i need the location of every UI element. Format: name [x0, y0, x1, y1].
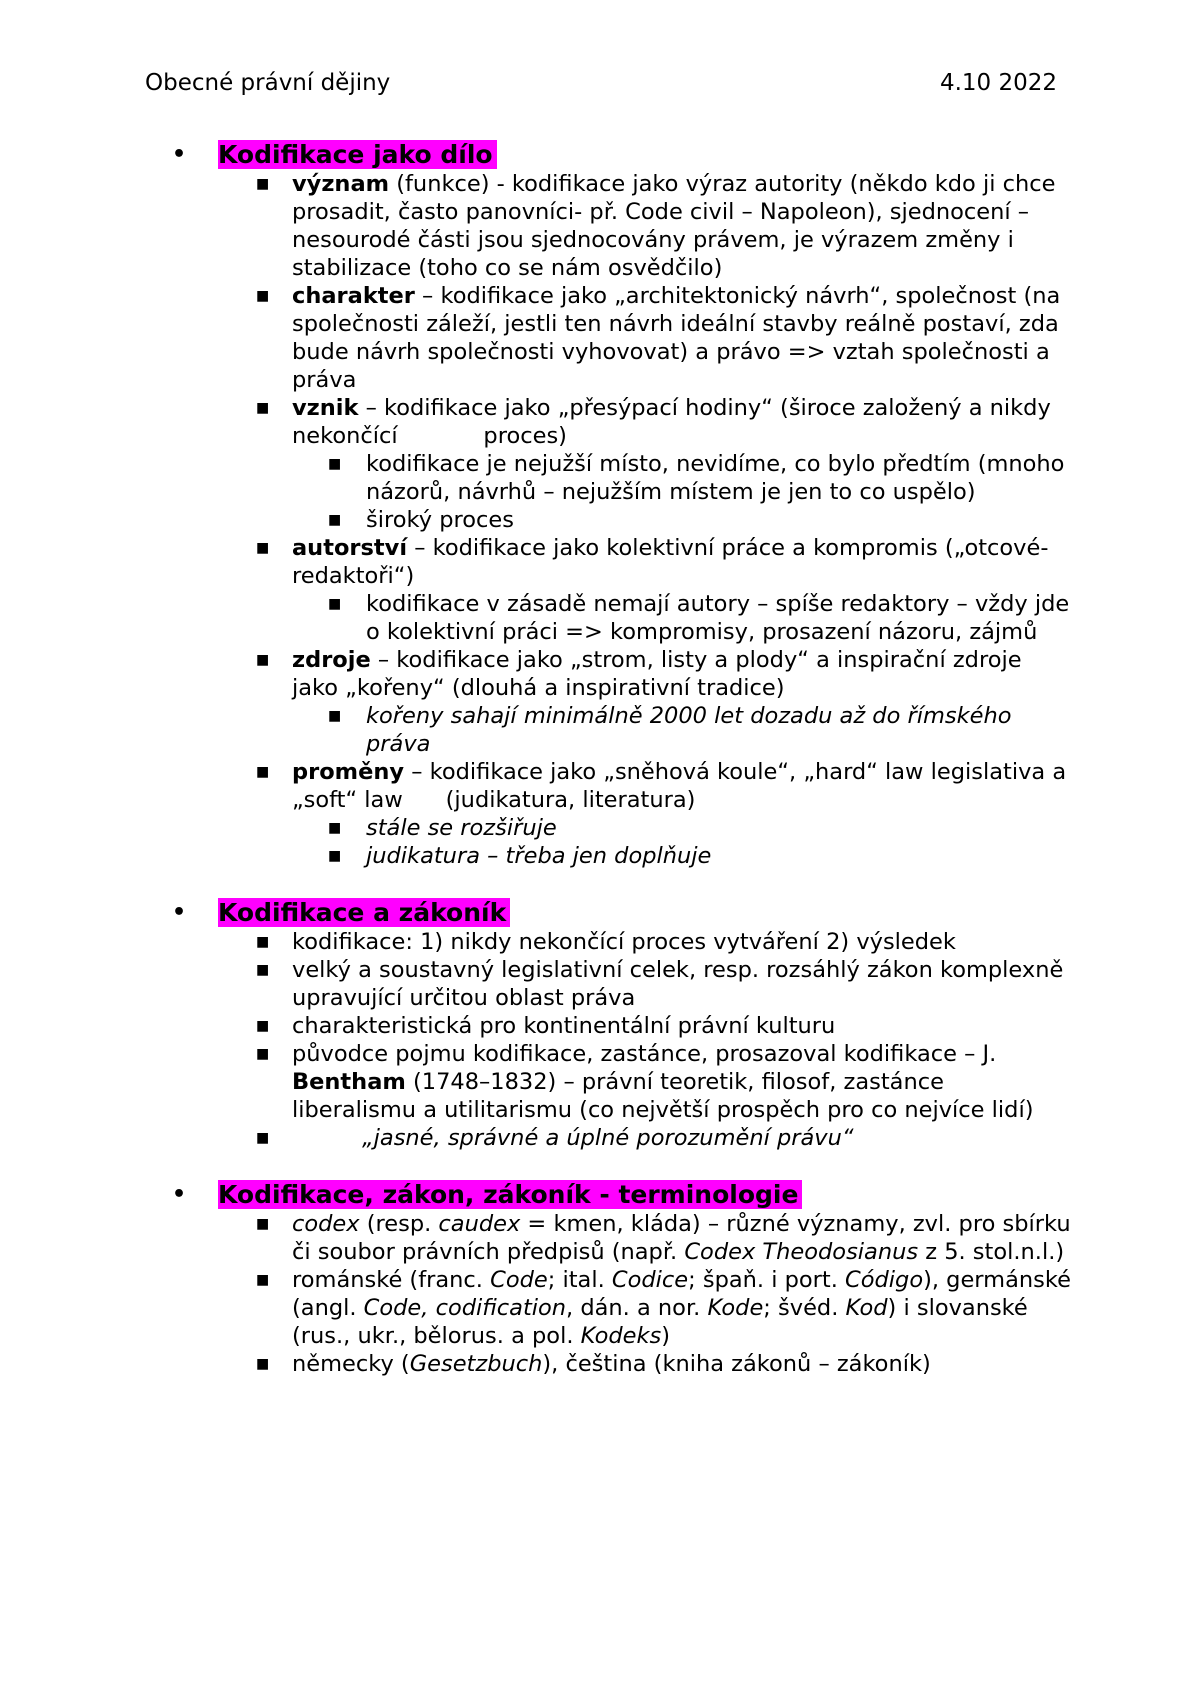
- item-text: stále se rozšiřuje: [366, 815, 557, 841]
- square-bullet-icon: ■: [328, 820, 342, 836]
- item-text: (funkce) - kodifikace jako výraz autority (někdo kdo ji chce prosadit, často panovníci- př. Code civil – Napoleon), sjednocení – nesourodé části jsou sjednocovány právem, je výrazem změny i stabilizace (toho co se nám osvědčilo): [292, 171, 1056, 281]
- square-bullet-icon: ■: [256, 288, 270, 304]
- list-item: [172, 928, 1072, 956]
- square-bullet-icon: ■: [328, 708, 342, 724]
- square-bullet-icon: ■: [256, 1046, 270, 1062]
- heading-text: Kodifikace, zákon, zákoník - terminologie: [218, 1180, 802, 1209]
- item-text: – kodifikace jako „strom, listy a plody“ a inspirační zdroje jako „kořeny“ (dlouhá a inspirativní tradice): [292, 647, 1022, 701]
- item-text: (resp.: [359, 1211, 439, 1237]
- term: vznik: [292, 395, 359, 421]
- item-text: Codex Theodosianus: [684, 1239, 919, 1265]
- square-bullet-icon: ■: [256, 1356, 270, 1372]
- term: význam: [292, 171, 390, 197]
- item-text: codex: [292, 1211, 360, 1237]
- item-text: ; ital.: [547, 1267, 612, 1293]
- list-item: [172, 534, 1072, 590]
- square-bullet-icon: ■: [328, 596, 342, 612]
- item-text: Kodeks: [580, 1323, 662, 1349]
- item-text: německy (: [292, 1351, 410, 1377]
- sub-list-item: [172, 842, 1072, 870]
- heading-text: Kodifikace jako dílo: [218, 140, 497, 169]
- section-heading: [172, 140, 1072, 170]
- square-bullet-icon: ■: [328, 456, 342, 472]
- item-text: caudex: [438, 1211, 521, 1237]
- item-text: ), čeština (kniha zákonů – zákoník): [542, 1351, 931, 1377]
- item-text: ): [661, 1323, 671, 1349]
- section-heading: [172, 898, 1072, 928]
- square-bullet-icon: ■: [256, 1130, 270, 1146]
- square-bullet-icon: ■: [256, 652, 270, 668]
- document-body: [172, 140, 1072, 1406]
- item-text: kořeny sahají minimálně 2000 let dozadu až do římského práva: [366, 703, 1012, 757]
- section-kodifikace-jako-dilo: [172, 140, 1072, 870]
- item-text: z 5. stol.n.l.): [918, 1239, 1065, 1265]
- item-text: ), germánské (angl.: [292, 1267, 1071, 1321]
- item-text: Codice: [611, 1267, 689, 1293]
- square-bullet-icon: ■: [328, 848, 342, 864]
- item-text: původce pojmu kodifikace, zastánce, prosazoval kodifikace – J.: [292, 1041, 997, 1067]
- list-item: [172, 1266, 1072, 1350]
- square-bullet-icon: ■: [256, 540, 270, 556]
- item-text: ; švéd.: [763, 1295, 846, 1321]
- section-heading: [172, 1180, 1072, 1210]
- sub-list-item: [172, 506, 1072, 534]
- item-text: kodifikace v zásadě nemají autory – spíše redaktory – vždy jde o kolektivní práci => kompromisy, prosazení názoru, zájmů: [366, 591, 1070, 645]
- item-text: – kodifikace jako „architektonický návrh“, společnost (na společnosti záleží, jestli ten návrh ideální stavby reálně postaví, zda bude návrh společnosti vyhovovat) a právo => vztah společnosti a práva: [292, 283, 1061, 393]
- term: Bentham: [292, 1069, 406, 1095]
- item-text: Kod: [845, 1295, 888, 1321]
- square-bullet-icon: ■: [256, 1272, 270, 1288]
- item-text: kodifikace: 1) nikdy nekončící proces vytváření 2) výsledek: [292, 929, 956, 955]
- item-text: ; špaň. i port.: [688, 1267, 846, 1293]
- item-text: románské (franc.: [292, 1267, 491, 1293]
- list-item: [172, 282, 1072, 394]
- list-item: [172, 1350, 1072, 1378]
- bullet-icon: •: [172, 142, 187, 167]
- list-item: [172, 758, 1072, 814]
- item-text: velký a soustavný legislativní celek, resp. rozsáhlý zákon komplexně upravující určitou oblast práva: [292, 957, 1064, 1011]
- item-text: charakteristická pro kontinentální právní kulturu: [292, 1013, 836, 1039]
- section-terminologie: [172, 1180, 1072, 1378]
- sub-list-item: [172, 702, 1072, 758]
- sub-list-item: [172, 450, 1072, 506]
- item-text: (1748–1832) – právní teoretik, filosof, zastánce liberalismu a utilitarismu (co největší prospěch pro co nejvíce lidí): [292, 1069, 1034, 1123]
- square-bullet-icon: ■: [256, 1216, 270, 1232]
- item-text: „jasné, správné a úplné porozumění právu“: [362, 1125, 854, 1151]
- square-bullet-icon: ■: [256, 934, 270, 950]
- square-bullet-icon: ■: [328, 512, 342, 528]
- item-text: judikatura – třeba jen doplňuje: [366, 843, 712, 869]
- item-text: široký proces: [366, 507, 514, 533]
- bullet-icon: •: [172, 1182, 187, 1207]
- bullet-icon: •: [172, 900, 187, 925]
- square-bullet-icon: ■: [256, 764, 270, 780]
- list-item: [172, 646, 1072, 702]
- square-bullet-icon: ■: [256, 1018, 270, 1034]
- item-text: Code: [490, 1267, 548, 1293]
- term: autorství: [292, 535, 408, 561]
- item-text: = kmen, kláda) – různé významy, zvl. pro sbírku či soubor právních předpisů (např.: [292, 1211, 1071, 1265]
- list-item: [172, 1210, 1072, 1266]
- term: charakter: [292, 283, 415, 309]
- item-text: Kode: [707, 1295, 764, 1321]
- list-item: [172, 394, 1072, 450]
- square-bullet-icon: ■: [256, 962, 270, 978]
- sub-list-item: [172, 590, 1072, 646]
- list-item: [172, 1124, 1072, 1152]
- square-bullet-icon: ■: [256, 176, 270, 192]
- item-text: – kodifikace jako „sněhová koule“, „hard“ law legislativa a „soft“ law (judikatura, literatura): [292, 759, 1074, 813]
- document-title: Obecné právní dějiny: [145, 70, 391, 96]
- item-text: Código: [845, 1267, 924, 1293]
- section-kodifikace-a-zakonik: [172, 898, 1072, 1152]
- item-text: ) i slovanské (rus., ukr., bělorus. a pol.: [292, 1295, 1028, 1349]
- document-date: 4.10 2022: [939, 70, 1057, 96]
- list-item: [172, 1040, 1072, 1124]
- list-item: [172, 170, 1072, 282]
- list-item: [172, 1012, 1072, 1040]
- item-text: kodifikace je nejužší místo, nevidíme, co bylo předtím (mnoho názorů, návrhů – nejužším místem je jen to co uspělo): [366, 451, 1065, 505]
- square-bullet-icon: ■: [256, 400, 270, 416]
- sub-list-item: [172, 814, 1072, 842]
- item-text: , dán. a nor.: [566, 1295, 708, 1321]
- heading-text: Kodifikace a zákoník: [218, 898, 510, 927]
- term: proměny: [292, 759, 405, 785]
- term: zdroje: [292, 647, 371, 673]
- list-item: [172, 956, 1072, 1012]
- item-text: – kodifikace jako „přesýpací hodiny“ (široce založený a nikdy nekončící proces): [292, 395, 1058, 449]
- item-text: Gesetzbuch: [409, 1351, 543, 1377]
- item-text: Code, codification: [363, 1295, 567, 1321]
- item-text: – kodifikace jako kolektivní práce a kompromis („otcové-redaktoři“): [292, 535, 1049, 589]
